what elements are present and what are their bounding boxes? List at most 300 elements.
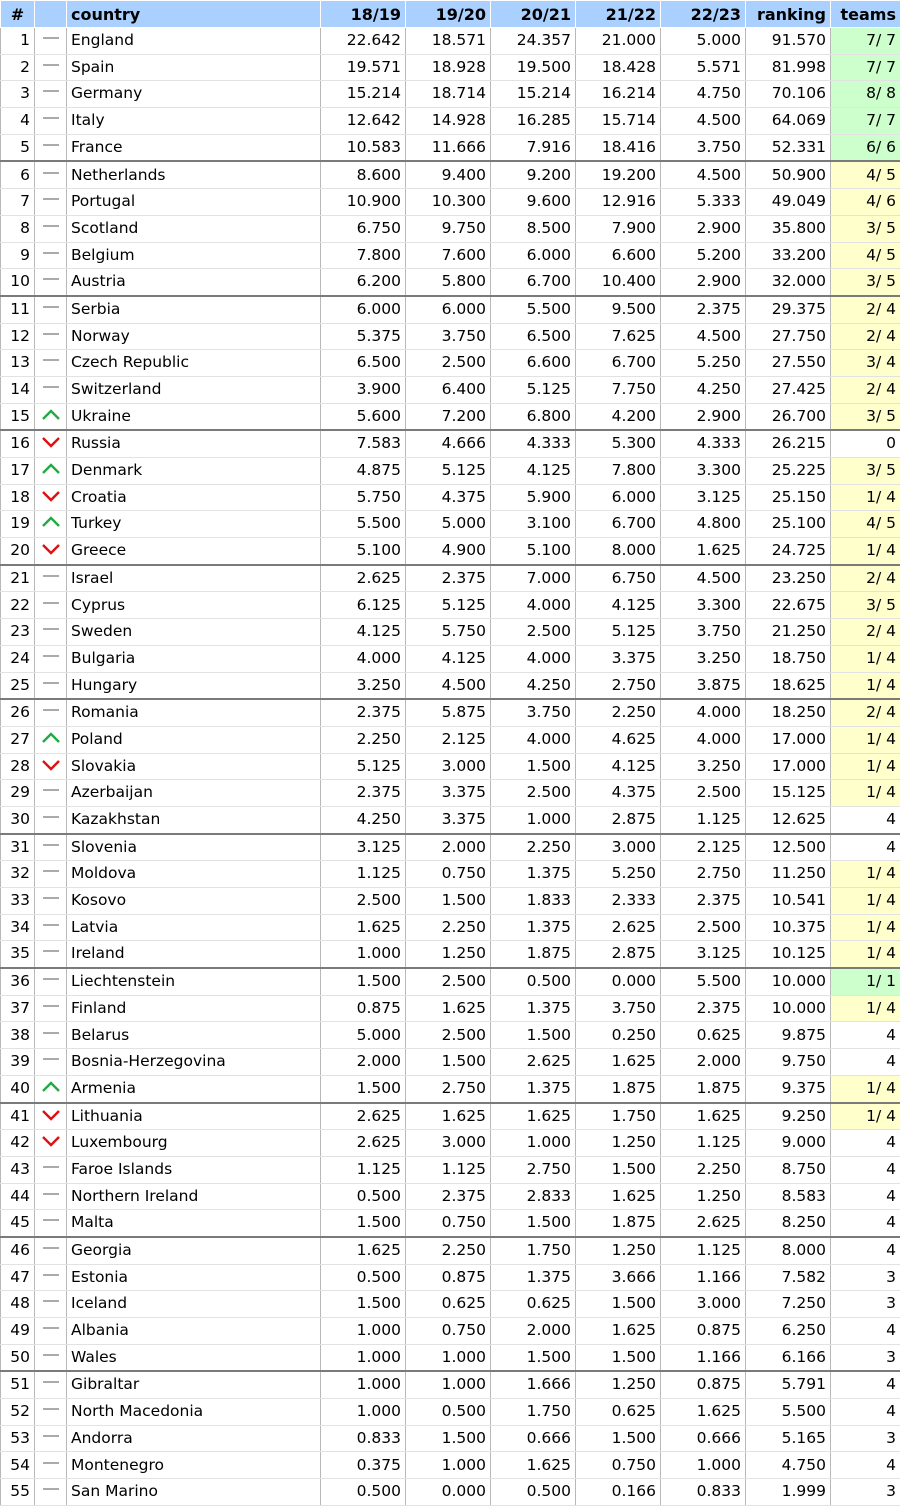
season-score-cell: 8.600 bbox=[321, 161, 406, 188]
season-score-cell: 4.500 bbox=[661, 161, 746, 188]
season-score-cell: 4.250 bbox=[321, 806, 406, 833]
season-score-cell: 0.875 bbox=[406, 1264, 491, 1291]
ranking-cell: 6.166 bbox=[746, 1344, 831, 1371]
teams-cell: 2/ 4 bbox=[831, 565, 900, 592]
dash-icon bbox=[41, 32, 61, 50]
season-score-cell: 1.250 bbox=[406, 941, 491, 968]
season-score-cell: 1.666 bbox=[491, 1371, 576, 1398]
season-score-cell: 3.125 bbox=[321, 834, 406, 861]
season-score-cell: 6.700 bbox=[576, 350, 661, 377]
rank-cell: 32 bbox=[1, 861, 35, 888]
season-score-cell: 2.500 bbox=[491, 780, 576, 807]
dash-icon bbox=[41, 220, 61, 238]
season-score-cell: 2.750 bbox=[406, 1075, 491, 1102]
country-cell: Moldova bbox=[67, 861, 321, 888]
season-score-cell: 2.875 bbox=[576, 941, 661, 968]
season-score-cell: 2.625 bbox=[491, 1049, 576, 1076]
season-score-cell: 4.000 bbox=[661, 726, 746, 753]
trend-cell bbox=[35, 484, 67, 511]
teams-cell: 1/ 4 bbox=[831, 995, 900, 1022]
rank-cell: 15 bbox=[1, 403, 35, 430]
season-score-cell: 1.125 bbox=[661, 1130, 746, 1157]
table-row bbox=[1, 806, 900, 833]
season-score-cell: 1.500 bbox=[406, 888, 491, 915]
ranking-cell: 8.000 bbox=[746, 1237, 831, 1264]
teams-cell: 2/ 4 bbox=[831, 699, 900, 726]
teams-cell: 1/ 1 bbox=[831, 968, 900, 995]
teams-cell: 2/ 4 bbox=[831, 376, 900, 403]
trend-cell bbox=[35, 430, 67, 457]
season-score-cell: 3.750 bbox=[576, 995, 661, 1022]
dash-icon bbox=[41, 1457, 61, 1475]
country-cell: Latvia bbox=[67, 914, 321, 941]
season-score-cell: 2.625 bbox=[661, 1210, 746, 1237]
season-score-cell: 9.500 bbox=[576, 296, 661, 323]
season-score-cell: 1.500 bbox=[406, 1425, 491, 1452]
ranking-cell: 12.625 bbox=[746, 806, 831, 833]
ranking-cell: 9.000 bbox=[746, 1130, 831, 1157]
header-teams[interactable]: teams bbox=[831, 1, 900, 28]
season-score-cell: 1.375 bbox=[491, 914, 576, 941]
season-score-cell: 0.625 bbox=[576, 1399, 661, 1426]
country-cell: Portugal bbox=[67, 189, 321, 216]
season-score-cell: 2.500 bbox=[406, 350, 491, 377]
table-row bbox=[1, 134, 900, 161]
season-score-cell: 3.250 bbox=[321, 672, 406, 699]
rank-cell: 25 bbox=[1, 672, 35, 699]
season-score-cell: 2.500 bbox=[661, 780, 746, 807]
table-row bbox=[1, 189, 900, 216]
season-score-cell: 0.833 bbox=[661, 1479, 746, 1506]
header-ranking[interactable]: ranking bbox=[746, 1, 831, 28]
teams-cell: 1/ 4 bbox=[831, 941, 900, 968]
header-season-18-19[interactable]: 18/19 bbox=[321, 1, 406, 28]
rank-cell: 6 bbox=[1, 161, 35, 188]
rank-cell: 13 bbox=[1, 350, 35, 377]
season-score-cell: 2.375 bbox=[406, 1183, 491, 1210]
season-score-cell: 5.250 bbox=[576, 861, 661, 888]
teams-cell: 4/ 5 bbox=[831, 242, 900, 269]
trend-cell bbox=[35, 215, 67, 242]
season-score-cell: 4.750 bbox=[661, 81, 746, 108]
season-score-cell: 1.250 bbox=[576, 1130, 661, 1157]
rank-cell: 47 bbox=[1, 1264, 35, 1291]
teams-cell: 3 bbox=[831, 1479, 900, 1506]
season-score-cell: 4.000 bbox=[661, 699, 746, 726]
season-score-cell: 2.900 bbox=[661, 269, 746, 296]
season-score-cell: 1.000 bbox=[321, 1371, 406, 1398]
teams-cell: 1/ 4 bbox=[831, 861, 900, 888]
trend-cell bbox=[35, 269, 67, 296]
season-score-cell: 1.625 bbox=[406, 1103, 491, 1130]
country-cell: Albania bbox=[67, 1318, 321, 1345]
dash-icon bbox=[41, 973, 61, 991]
teams-cell: 3/ 5 bbox=[831, 403, 900, 430]
country-cell: Romania bbox=[67, 699, 321, 726]
season-score-cell: 3.000 bbox=[661, 1291, 746, 1318]
country-cell: Faroe Islands bbox=[67, 1156, 321, 1183]
dash-icon bbox=[41, 1214, 61, 1232]
season-score-cell: 2.900 bbox=[661, 215, 746, 242]
dash-icon bbox=[41, 704, 61, 722]
ranking-cell: 27.550 bbox=[746, 350, 831, 377]
trend-cell bbox=[35, 403, 67, 430]
ranking-cell: 12.500 bbox=[746, 834, 831, 861]
season-score-cell: 12.642 bbox=[321, 108, 406, 135]
rank-cell: 7 bbox=[1, 189, 35, 216]
season-score-cell: 6.000 bbox=[406, 296, 491, 323]
country-cell: Belarus bbox=[67, 1022, 321, 1049]
rank-cell: 1 bbox=[1, 28, 35, 55]
dash-icon bbox=[41, 85, 61, 103]
country-cell: England bbox=[67, 28, 321, 55]
table-row bbox=[1, 1479, 900, 1506]
rank-cell: 45 bbox=[1, 1210, 35, 1237]
season-score-cell: 1.875 bbox=[661, 1075, 746, 1102]
dash-icon bbox=[41, 623, 61, 641]
season-score-cell: 4.250 bbox=[661, 376, 746, 403]
teams-cell: 1/ 4 bbox=[831, 780, 900, 807]
header-country[interactable]: country bbox=[67, 1, 321, 28]
season-score-cell: 1.000 bbox=[491, 1130, 576, 1157]
season-score-cell: 5.000 bbox=[406, 511, 491, 538]
rank-cell: 24 bbox=[1, 645, 35, 672]
season-score-cell: 10.400 bbox=[576, 269, 661, 296]
rank-cell: 39 bbox=[1, 1049, 35, 1076]
trend-cell bbox=[35, 1425, 67, 1452]
season-score-cell: 0.750 bbox=[406, 861, 491, 888]
rank-cell: 16 bbox=[1, 430, 35, 457]
country-cell: Germany bbox=[67, 81, 321, 108]
trend-cell bbox=[35, 1103, 67, 1130]
season-score-cell: 0.666 bbox=[491, 1425, 576, 1452]
table-row bbox=[1, 645, 900, 672]
season-score-cell: 5.125 bbox=[576, 619, 661, 646]
header-season-19-20[interactable]: 19/20 bbox=[406, 1, 491, 28]
season-score-cell: 4.000 bbox=[321, 645, 406, 672]
season-score-cell: 1.000 bbox=[491, 806, 576, 833]
season-score-cell: 8.000 bbox=[576, 538, 661, 565]
rank-cell: 29 bbox=[1, 780, 35, 807]
season-score-cell: 19.571 bbox=[321, 54, 406, 81]
ranking-cell: 91.570 bbox=[746, 28, 831, 55]
trend-cell bbox=[35, 1344, 67, 1371]
season-score-cell: 2.500 bbox=[491, 619, 576, 646]
ranking-cell: 7.250 bbox=[746, 1291, 831, 1318]
dash-icon bbox=[41, 1053, 61, 1071]
season-score-cell: 1.500 bbox=[491, 1344, 576, 1371]
rank-cell: 51 bbox=[1, 1371, 35, 1398]
ranking-cell: 10.000 bbox=[746, 968, 831, 995]
trend-cell bbox=[35, 1479, 67, 1506]
trend-cell bbox=[35, 1318, 67, 1345]
season-score-cell: 18.428 bbox=[576, 54, 661, 81]
season-score-cell: 4.125 bbox=[406, 645, 491, 672]
rank-cell: 34 bbox=[1, 914, 35, 941]
season-score-cell: 4.333 bbox=[491, 430, 576, 457]
season-score-cell: 0.500 bbox=[491, 1479, 576, 1506]
dash-icon bbox=[41, 167, 61, 185]
season-score-cell: 0.625 bbox=[406, 1291, 491, 1318]
season-score-cell: 1.500 bbox=[406, 1049, 491, 1076]
rank-cell: 37 bbox=[1, 995, 35, 1022]
rank-cell: 41 bbox=[1, 1103, 35, 1130]
ranking-cell: 11.250 bbox=[746, 861, 831, 888]
table-row bbox=[1, 1103, 900, 1130]
table-row bbox=[1, 968, 900, 995]
season-score-cell: 14.928 bbox=[406, 108, 491, 135]
season-score-cell: 0.500 bbox=[321, 1479, 406, 1506]
season-score-cell: 10.583 bbox=[321, 134, 406, 161]
season-score-cell: 2.375 bbox=[661, 296, 746, 323]
dash-icon bbox=[41, 945, 61, 963]
trend-cell bbox=[35, 888, 67, 915]
teams-cell: 2/ 4 bbox=[831, 323, 900, 350]
season-score-cell: 4.000 bbox=[491, 645, 576, 672]
ranking-cell: 23.250 bbox=[746, 565, 831, 592]
country-cell: Switzerland bbox=[67, 376, 321, 403]
header-season-20-21[interactable]: 20/21 bbox=[491, 1, 576, 28]
season-score-cell: 6.800 bbox=[491, 403, 576, 430]
chevron-up-icon bbox=[41, 408, 61, 426]
chevron-up-icon bbox=[41, 1080, 61, 1098]
season-score-cell: 2.875 bbox=[576, 806, 661, 833]
country-cell: Malta bbox=[67, 1210, 321, 1237]
season-score-cell: 2.900 bbox=[661, 403, 746, 430]
trend-cell bbox=[35, 376, 67, 403]
season-score-cell: 2.375 bbox=[321, 699, 406, 726]
season-score-cell: 16.214 bbox=[576, 81, 661, 108]
country-cell: Georgia bbox=[67, 1237, 321, 1264]
season-score-cell: 6.750 bbox=[321, 215, 406, 242]
season-score-cell: 1.625 bbox=[661, 538, 746, 565]
teams-cell: 6/ 6 bbox=[831, 134, 900, 161]
table-row bbox=[1, 269, 900, 296]
season-score-cell: 18.416 bbox=[576, 134, 661, 161]
country-cell: Poland bbox=[67, 726, 321, 753]
trend-cell bbox=[35, 753, 67, 780]
rank-cell: 36 bbox=[1, 968, 35, 995]
trend-cell bbox=[35, 1371, 67, 1398]
table-row bbox=[1, 888, 900, 915]
season-score-cell: 5.500 bbox=[491, 296, 576, 323]
ranking-cell: 21.250 bbox=[746, 619, 831, 646]
season-score-cell: 4.375 bbox=[576, 780, 661, 807]
season-score-cell: 2.625 bbox=[321, 1103, 406, 1130]
season-score-cell: 7.916 bbox=[491, 134, 576, 161]
teams-cell: 1/ 4 bbox=[831, 645, 900, 672]
season-score-cell: 1.500 bbox=[576, 1291, 661, 1318]
dash-icon bbox=[41, 1376, 61, 1394]
season-score-cell: 3.000 bbox=[576, 834, 661, 861]
table-row bbox=[1, 1022, 900, 1049]
header-season-21-22[interactable]: 21/22 bbox=[576, 1, 661, 28]
table-row bbox=[1, 1318, 900, 1345]
header-season-22-23[interactable]: 22/23 bbox=[661, 1, 746, 28]
season-score-cell: 3.875 bbox=[661, 672, 746, 699]
rank-cell: 3 bbox=[1, 81, 35, 108]
ranking-cell: 26.700 bbox=[746, 403, 831, 430]
trend-cell bbox=[35, 1022, 67, 1049]
trend-cell bbox=[35, 1130, 67, 1157]
teams-cell: 8/ 8 bbox=[831, 81, 900, 108]
country-cell: Greece bbox=[67, 538, 321, 565]
ranking-cell: 8.250 bbox=[746, 1210, 831, 1237]
ranking-cell: 6.250 bbox=[746, 1318, 831, 1345]
table-body bbox=[1, 28, 900, 1506]
season-score-cell: 0.833 bbox=[321, 1425, 406, 1452]
country-cell: San Marino bbox=[67, 1479, 321, 1506]
ranking-cell: 7.582 bbox=[746, 1264, 831, 1291]
country-cell: Bosnia-Herzegovina bbox=[67, 1049, 321, 1076]
country-cell: Croatia bbox=[67, 484, 321, 511]
trend-cell bbox=[35, 1210, 67, 1237]
season-score-cell: 3.375 bbox=[576, 645, 661, 672]
season-score-cell: 1.000 bbox=[406, 1371, 491, 1398]
season-score-cell: 1.625 bbox=[321, 1237, 406, 1264]
ranking-cell: 10.000 bbox=[746, 995, 831, 1022]
teams-cell: 4 bbox=[831, 806, 900, 833]
season-score-cell: 1.250 bbox=[576, 1237, 661, 1264]
teams-cell: 1/ 4 bbox=[831, 672, 900, 699]
teams-cell: 4 bbox=[831, 1130, 900, 1157]
season-score-cell: 6.750 bbox=[576, 565, 661, 592]
rank-cell: 28 bbox=[1, 753, 35, 780]
season-score-cell: 5.100 bbox=[321, 538, 406, 565]
season-score-cell: 4.875 bbox=[321, 458, 406, 485]
trend-cell bbox=[35, 780, 67, 807]
table-row bbox=[1, 1156, 900, 1183]
season-score-cell: 7.800 bbox=[321, 242, 406, 269]
trend-cell bbox=[35, 834, 67, 861]
season-score-cell: 5.750 bbox=[321, 484, 406, 511]
table-row bbox=[1, 941, 900, 968]
teams-cell: 3 bbox=[831, 1344, 900, 1371]
trend-cell bbox=[35, 699, 67, 726]
table-row bbox=[1, 1425, 900, 1452]
country-cell: Ukraine bbox=[67, 403, 321, 430]
teams-cell: 3/ 5 bbox=[831, 592, 900, 619]
season-score-cell: 1.500 bbox=[576, 1156, 661, 1183]
header-rank[interactable]: # bbox=[1, 1, 35, 28]
season-score-cell: 6.500 bbox=[321, 350, 406, 377]
season-score-cell: 1.125 bbox=[406, 1156, 491, 1183]
season-score-cell: 1.000 bbox=[406, 1344, 491, 1371]
trend-cell bbox=[35, 108, 67, 135]
table-row bbox=[1, 1399, 900, 1426]
season-score-cell: 1.000 bbox=[321, 1399, 406, 1426]
chevron-up-icon bbox=[41, 731, 61, 749]
season-score-cell: 1.500 bbox=[321, 1291, 406, 1318]
trend-cell bbox=[35, 1183, 67, 1210]
table-row bbox=[1, 430, 900, 457]
season-score-cell: 1.166 bbox=[661, 1344, 746, 1371]
season-score-cell: 3.300 bbox=[661, 592, 746, 619]
trend-cell bbox=[35, 350, 67, 377]
dash-icon bbox=[41, 1295, 61, 1313]
season-score-cell: 10.300 bbox=[406, 189, 491, 216]
country-cell: Bulgaria bbox=[67, 645, 321, 672]
season-score-cell: 2.375 bbox=[661, 995, 746, 1022]
season-score-cell: 5.333 bbox=[661, 189, 746, 216]
table-row bbox=[1, 1210, 900, 1237]
season-score-cell: 7.000 bbox=[491, 565, 576, 592]
ranking-cell: 8.750 bbox=[746, 1156, 831, 1183]
season-score-cell: 1.250 bbox=[576, 1371, 661, 1398]
season-score-cell: 2.500 bbox=[661, 914, 746, 941]
season-score-cell: 15.714 bbox=[576, 108, 661, 135]
ranking-cell: 25.225 bbox=[746, 458, 831, 485]
teams-cell: 4 bbox=[831, 1318, 900, 1345]
season-score-cell: 7.900 bbox=[576, 215, 661, 242]
country-cell: Denmark bbox=[67, 458, 321, 485]
season-score-cell: 1.125 bbox=[321, 1156, 406, 1183]
trend-cell bbox=[35, 296, 67, 323]
season-score-cell: 3.250 bbox=[661, 753, 746, 780]
country-cell: Gibraltar bbox=[67, 1371, 321, 1398]
chevron-down-icon bbox=[41, 758, 61, 776]
chevron-up-icon bbox=[41, 462, 61, 480]
rank-cell: 53 bbox=[1, 1425, 35, 1452]
trend-cell bbox=[35, 1264, 67, 1291]
teams-cell: 0 bbox=[831, 430, 900, 457]
teams-cell: 3/ 5 bbox=[831, 215, 900, 242]
ranking-cell: 10.375 bbox=[746, 914, 831, 941]
ranking-cell: 70.106 bbox=[746, 81, 831, 108]
season-score-cell: 2.500 bbox=[406, 1022, 491, 1049]
dash-icon bbox=[41, 354, 61, 372]
dash-icon bbox=[41, 784, 61, 802]
season-score-cell: 1.750 bbox=[576, 1103, 661, 1130]
ranking-cell: 9.250 bbox=[746, 1103, 831, 1130]
ranking-cell: 5.165 bbox=[746, 1425, 831, 1452]
teams-cell: 4 bbox=[831, 1237, 900, 1264]
teams-cell: 4/ 5 bbox=[831, 511, 900, 538]
teams-cell: 4 bbox=[831, 834, 900, 861]
country-cell: France bbox=[67, 134, 321, 161]
season-score-cell: 1.625 bbox=[576, 1049, 661, 1076]
table-row bbox=[1, 619, 900, 646]
ranking-cell: 10.541 bbox=[746, 888, 831, 915]
teams-cell: 3/ 5 bbox=[831, 269, 900, 296]
trend-cell bbox=[35, 1237, 67, 1264]
teams-cell: 4 bbox=[831, 1399, 900, 1426]
season-score-cell: 2.250 bbox=[321, 726, 406, 753]
country-cell: Kosovo bbox=[67, 888, 321, 915]
trend-cell bbox=[35, 1399, 67, 1426]
rank-cell: 46 bbox=[1, 1237, 35, 1264]
teams-cell: 4 bbox=[831, 1452, 900, 1479]
season-score-cell: 3.100 bbox=[491, 511, 576, 538]
table-row bbox=[1, 834, 900, 861]
season-score-cell: 1.166 bbox=[661, 1264, 746, 1291]
ranking-cell: 9.375 bbox=[746, 1075, 831, 1102]
season-score-cell: 1.500 bbox=[491, 1210, 576, 1237]
table-row bbox=[1, 861, 900, 888]
rank-cell: 12 bbox=[1, 323, 35, 350]
season-score-cell: 4.500 bbox=[661, 108, 746, 135]
rank-cell: 35 bbox=[1, 941, 35, 968]
country-cell: Netherlands bbox=[67, 161, 321, 188]
season-score-cell: 1.375 bbox=[491, 861, 576, 888]
season-score-cell: 0.750 bbox=[406, 1210, 491, 1237]
ranking-cell: 18.750 bbox=[746, 645, 831, 672]
season-score-cell: 1.500 bbox=[576, 1425, 661, 1452]
table-row bbox=[1, 1452, 900, 1479]
season-score-cell: 2.750 bbox=[491, 1156, 576, 1183]
rank-cell: 17 bbox=[1, 458, 35, 485]
season-score-cell: 0.000 bbox=[576, 968, 661, 995]
